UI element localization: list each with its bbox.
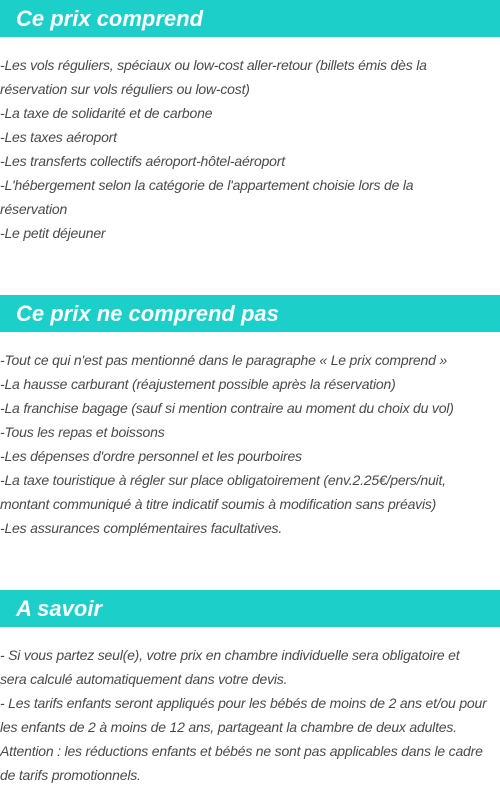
text-line: -Les vols réguliers, spéciaux ou low-cost aller-retour (billets émis dès la [0, 57, 427, 73]
section-title: Ce prix comprend [0, 0, 500, 37]
section-body [0, 53, 500, 245]
text-line: -Les dépenses d'ordre personnel et les pourboires [0, 448, 302, 464]
text-line: -La franchise bagage (sauf si mention contraire au moment du choix du vol) [0, 400, 454, 416]
section-price-includes [0, 0, 500, 245]
text-line: -Les transferts collectifs aéroport-hôtel-aéroport [0, 153, 285, 169]
text-line: -La hausse carburant (réajustement possible après la réservation) [0, 376, 396, 392]
text-line: - Si vous partez seul(e), votre prix en chambre individuelle sera obligatoire et [0, 647, 460, 663]
section-title: A savoir [0, 590, 500, 627]
text-line: - Les tarifs enfants seront appliqués pour les bébés de moins de 2 ans et/ou pour [0, 695, 487, 711]
text-line: -Les assurances complémentaires facultatives. [0, 520, 283, 536]
section-good-to-know [0, 590, 500, 787]
text-line: -L'hébergement selon la catégorie de l'appartement choisie lors de la [0, 177, 414, 193]
text-line: réservation [0, 201, 68, 217]
text-line: -La taxe touristique à régler sur place obligatoirement (env.2.25€/pers/nuit, [0, 472, 446, 488]
text-line: -La taxe de solidarité et de carbone [0, 105, 213, 121]
text-line: sera calculé automatiquement dans votre devis. [0, 671, 288, 687]
text-line: -Tout ce qui n'est pas mentionné dans le paragraphe « Le prix comprend » [0, 352, 447, 368]
text-line: -Les taxes aéroport [0, 129, 117, 145]
text-line: de tarifs promotionnels. [0, 767, 141, 783]
section-title: Ce prix ne comprend pas [0, 295, 500, 332]
text-line: Attention : les réductions enfants et bébés ne sont pas applicables dans le cadre [0, 743, 483, 759]
text-line: -Le petit déjeuner [0, 225, 106, 241]
text-line: les enfants de 2 à moins de 12 ans, partageant la chambre de deux adultes. [0, 719, 457, 735]
text-line: réservation sur vols réguliers ou low-cost) [0, 81, 250, 97]
text-line: -Tous les repas et boissons [0, 424, 165, 440]
text-line: montant communiqué à titre indicatif soumis à modification sans préavis) [0, 496, 437, 512]
section-body [0, 643, 500, 787]
section-price-excludes [0, 295, 500, 540]
section-body [0, 348, 500, 540]
